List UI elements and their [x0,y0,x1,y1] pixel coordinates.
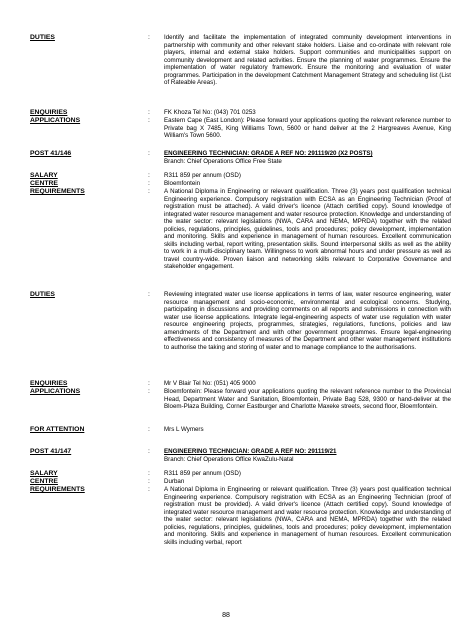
page-number: 88 [222,612,230,619]
centre-text: Bloemfontein [164,180,201,187]
salary-label: SALARY [30,172,58,179]
colon: : [148,109,150,116]
duties-text: Identify and facilitate the implementation of integrated community development interventions in partnership with community and other relevant stake holders. Liaise and co-ordinate with relevant role players, internal and external stake holders. Support communities and municipalities support on community development and related activities. Ensure the planning of water programmes. Ensure the implementation of water regulatory framework. Ensure the monitoring and evaluation of water programmes. Participation in the development Catchment Management Strategy and scheduling list (List of Rateable Areas). [164,34,451,86]
salary-text: R311 859 per annum (OSD) [164,172,241,179]
enquiries-label: ENQUIRIES [30,380,68,387]
enquiries-label: ENQUIRIES [30,109,68,116]
centre-label: CENTRE [30,478,58,485]
post-146-label: POST 41/146 [30,150,72,157]
salary-label: SALARY [30,470,58,477]
colon: : [148,470,150,477]
post-147-branch: Branch: Chief Operations Office KwaZulu-Natal [164,455,294,463]
duties-text: Reviewing integrated water use license applications in terms of law, water resource engineering, water resource management and socio-economic, environmental and ecological concerns. Studying, participating in discussions and providing comments on all reports and submissions in connection with water use license applications. Integrate legal-engineering aspects of water use regulation with water resource engineering projects, programmes, strategies, regulations, functions, policies and law amendments of the Department and with other government programmes. Ensure legal-engineering effectiveness and consistency of measures of the Department and other water management institutions to authorise the taking and storing of water and to manage compliance to the authorisations. [164,291,451,351]
colon: : [148,150,150,157]
colon: : [148,188,150,195]
colon: : [148,291,150,298]
colon: : [148,478,150,485]
post-146-title: ENGINEERING TECHNICIAN: GRADE A REF NO: 291119/20 (X2 POSTS) [164,150,373,157]
colon: : [148,34,150,41]
salary-text: R311 859 per annum (OSD) [164,470,241,477]
duties-label: DUTIES [30,291,55,298]
requirements-label: REQUIREMENTS [30,188,85,195]
colon: : [148,486,150,493]
enquiries-text: Mr V Blair Tel No: (051) 405 9000 [164,380,256,387]
colon: : [148,426,150,433]
applications-label: APPLICATIONS [30,117,81,124]
applications-text: Eastern Cape (East London): Please forward your applications quoting the relevant reference number to Private bag X 7485, King Williams Town, 5600 or hand deliver at the 2 Hargreaves Avenue, King William's Town 5600. [164,117,451,139]
duties-label: DUTIES [30,34,55,41]
requirements-text: A National Diploma in Engineering or relevant qualification. Three (3) years post qualification technical Engineering experience. Compulsory registration with ECSA as an Engineering Technician (proof of registration must be provided). A valid driver's licence (Attach certified copy). Sound knowledge of integrated water resource management and water resource protection. Knowledge and understanding of the water sector: relevant legislations (NWA, CARA and NEMA, MPRDA) together with the related policies, regulations, principles, guidelines, tools and procedures; policy development, implementation and monitoring. Skills and experience in management of human resources. Excellent communication skills including verbal, report [164,486,451,546]
requirements-label: REQUIREMENTS [30,486,85,493]
centre-text: Durban [164,478,185,485]
colon: : [148,388,150,395]
colon: : [148,380,150,387]
post-146-branch: Branch: Chief Operations Office Free State [164,157,282,165]
requirements-text: A National Diploma in Engineering or relevant qualification. Three (3) years post qualification technical Engineering experience. Compulsory registration with ECSA as an Engineering Technician (Proof of registration must be attached). A valid driver's licence (Attach certified copy). Sound knowledge of integrated water resource management and water resource protection. Knowledge and understanding of the water sector: relevant legislations (NWA, CARA and NEMA, MPRDA) together with the related policies, regulations, principles, guidelines, tools and procedures; policy development, implementation and monitoring. Skills and experience in management of human resources. Excellent communication skills including verbal, report writing, presentation skills. Sound interpersonal skills as well as the ability to work in a multi-disciplinary team. Willingness to work abnormal hours and under pressure as well as travel country-wide. Proven liaison and networking skills relevant to Corporative Governance and stakeholder engagement. [164,188,451,270]
enquiries-text: FK Khoza Tel No: (043) 701 0253 [164,109,256,116]
post-147-title-block [164,448,451,463]
applications-label: APPLICATIONS [30,388,81,395]
attention-text: Mrs L Wymers [164,426,204,433]
applications-text: Bloemfontein: Please forward your applications quoting the relevant reference number to the Provincial Head, Department Water and Sanitation, Bloemfontein, Private Bag 528, 9300 or hand-deliver at the Bloem-Plaza Building, Corner Eastburger and Charlotte Maxeke streets, second floor, Bloemfontein. [164,388,451,410]
post-147-label: POST 41/147 [30,448,72,455]
colon: : [148,117,150,124]
colon: : [148,172,150,179]
centre-label: CENTRE [30,180,58,187]
colon: : [148,448,150,455]
attention-label: FOR ATTENTION [30,426,85,433]
post-146-title-block [164,150,451,165]
colon: : [148,180,150,187]
post-147-title: ENGINEERING TECHNICIAN: GRADE A REF NO: 291119/21 [164,448,337,455]
